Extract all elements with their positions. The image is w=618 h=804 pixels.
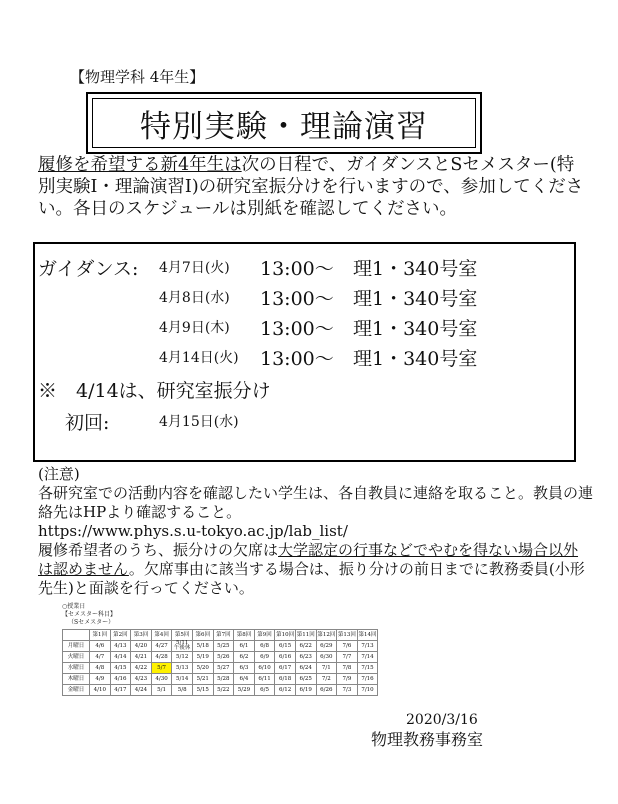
calendar-header-cell: 第2回 bbox=[110, 630, 131, 641]
calendar-cell: 6/23 bbox=[295, 652, 316, 663]
calendar-cell: 7/7 bbox=[337, 652, 358, 663]
calendar-cell: 5/14 bbox=[172, 674, 193, 685]
calendar-cell: 4/24 bbox=[131, 685, 152, 696]
calendar-cell: 7/15 bbox=[357, 663, 378, 674]
intro-text: 次の日程で、ガイダンスとSセメスター(特別実験Ⅰ・理論演習Ⅰ)の研究室振分けを行いますので、参加してください。各日のスケジュールは別紙を確認してください。 bbox=[38, 155, 584, 219]
calendar-cell: 7/16 bbox=[357, 674, 378, 685]
calendar-cell: 4/6 bbox=[90, 641, 111, 652]
calendar-cell: 4/22 bbox=[131, 663, 152, 674]
intro-paragraph bbox=[38, 154, 586, 220]
calendar-row bbox=[63, 652, 378, 663]
calendar-day-label: 火曜日 bbox=[63, 652, 90, 663]
first-session-label: 初回: bbox=[65, 412, 110, 434]
calendar-cell: 5/13 bbox=[172, 663, 193, 674]
calendar-cell: 7/6 bbox=[337, 641, 358, 652]
calendar-cell: 7/9 bbox=[337, 674, 358, 685]
issue-date: 2020/3/16 bbox=[406, 712, 478, 728]
calendar-cell: 6/1 bbox=[234, 641, 255, 652]
notes-text: 履修希望者のうち、振分けの欠席は bbox=[38, 541, 279, 559]
department-label: 【物理学科 4年生】 bbox=[70, 68, 205, 86]
calendar-cell: 5/26 bbox=[213, 652, 234, 663]
schedule-date: 4月7日(火) bbox=[159, 260, 230, 276]
calendar-cell: 5/28 bbox=[213, 674, 234, 685]
calendar-header-row bbox=[63, 630, 378, 641]
calendar-row bbox=[63, 641, 378, 652]
calendar-cell: 4/17 bbox=[110, 685, 131, 696]
schedule-time: 13:00～ bbox=[260, 258, 334, 280]
calendar-header-cell: 第10回 bbox=[275, 630, 296, 641]
calendar-row bbox=[63, 674, 378, 685]
calendar-cell: 5/15 bbox=[192, 685, 213, 696]
calendar-cell: 6/4 bbox=[234, 674, 255, 685]
calendar-header-cell: 第8回 bbox=[234, 630, 255, 641]
calendar-row bbox=[63, 685, 378, 696]
calendar-cell: 5/27 bbox=[213, 663, 234, 674]
calendar-header-cell: 第4回 bbox=[151, 630, 172, 641]
calendar-cell: 6/12 bbox=[275, 685, 296, 696]
calendar-cell: 4/9 bbox=[90, 674, 111, 685]
page-title: 特別実験・理論演習 bbox=[140, 108, 428, 145]
calendar-header-cell: 第5回 bbox=[172, 630, 193, 641]
calendar-cell: 5/21 bbox=[192, 674, 213, 685]
calendar-cell: 6/26 bbox=[316, 685, 337, 696]
schedule-date: 4月14日(火) bbox=[159, 350, 239, 366]
calendar-cell: 7/1 bbox=[316, 663, 337, 674]
calendar-cell: 6/24 bbox=[295, 663, 316, 674]
schedule-time: 13:00～ bbox=[260, 348, 334, 370]
split-note: ※ 4/14は、研究室振分け bbox=[38, 380, 271, 402]
calendar-day-label: 水曜日 bbox=[63, 663, 90, 674]
calendar-cell: 5/11 午後休 bbox=[172, 641, 193, 652]
calendar-cell: 6/8 bbox=[254, 641, 275, 652]
calendar-cell: 6/2 bbox=[234, 652, 255, 663]
calendar-cell: 4/14 bbox=[110, 652, 131, 663]
intro-underlined: 履修を希望する新4年生は bbox=[38, 155, 242, 175]
calendar-header-cell: 第1回 bbox=[90, 630, 111, 641]
calendar-header-cell: 第14回 bbox=[357, 630, 378, 641]
calendar-cell: 6/15 bbox=[275, 641, 296, 652]
calendar-cell: 5/20 bbox=[192, 663, 213, 674]
calendar-cell: 4/20 bbox=[131, 641, 152, 652]
calendar-cell: 4/30 bbox=[151, 674, 172, 685]
notes-heading: (注意) bbox=[38, 465, 80, 483]
calendar-cell: 4/28 bbox=[151, 652, 172, 663]
guidance-label: ガイダンス: bbox=[38, 258, 139, 280]
calendar-cell: 5/19 bbox=[192, 652, 213, 663]
notes-paragraph-2 bbox=[38, 541, 600, 598]
calendar-cell: 5/8 bbox=[172, 685, 193, 696]
schedule-room: 理1・340号室 bbox=[353, 348, 478, 370]
calendar-cell: 5/1 bbox=[151, 685, 172, 696]
schedule-box bbox=[33, 242, 576, 462]
schedule-date: 4月8日(水) bbox=[159, 290, 230, 306]
calendar-cell: 6/25 bbox=[295, 674, 316, 685]
schedule-room: 理1・340号室 bbox=[353, 258, 478, 280]
notes-section bbox=[38, 465, 600, 598]
calendar-cell: 5/29 bbox=[234, 685, 255, 696]
schedule-time: 13:00～ bbox=[260, 288, 334, 310]
calendar-cell: 4/27 bbox=[151, 641, 172, 652]
calendar-day-label: 木曜日 bbox=[63, 674, 90, 685]
calendar-cell: 6/30 bbox=[316, 652, 337, 663]
calendar-cell: 6/19 bbox=[295, 685, 316, 696]
calendar-cell: 7/10 bbox=[357, 685, 378, 696]
calendar-cell: 6/29 bbox=[316, 641, 337, 652]
calendar-cell: 6/9 bbox=[254, 652, 275, 663]
calendar-cell: 5/18 bbox=[192, 641, 213, 652]
calendar-cell: 5/7 bbox=[151, 663, 172, 674]
calendar-cell: 4/8 bbox=[90, 663, 111, 674]
calendar-cell: 6/11 bbox=[254, 674, 275, 685]
title-frame bbox=[86, 92, 482, 154]
calendar-cell: 7/2 bbox=[316, 674, 337, 685]
calendar-header-cell: 第7回 bbox=[213, 630, 234, 641]
calendar-cell: 4/15 bbox=[110, 663, 131, 674]
calendar-label: 【セメスター科目】 bbox=[62, 611, 117, 618]
calendar-day-label: 金曜日 bbox=[63, 685, 90, 696]
calendar-header-cell: 第13回 bbox=[337, 630, 358, 641]
calendar-header-cell: 第3回 bbox=[131, 630, 152, 641]
lab-list-link[interactable]: https://www.phys.s.u-tokyo.ac.jp/lab_list/ bbox=[38, 522, 348, 540]
calendar-header-cell bbox=[63, 630, 90, 641]
calendar-row bbox=[63, 663, 378, 674]
calendar-label: （Sセメスター） bbox=[68, 619, 115, 626]
notes-underlined: 大学認定の行事などでやむを得ない場合以外は認めません bbox=[38, 541, 579, 578]
calendar-cell: 7/8 bbox=[337, 663, 358, 674]
notes-text: 。欠席事由に該当する場合は、振り分けの前日までに教務委員(小形 先生)と面談を行ってください。 bbox=[38, 560, 600, 597]
schedule-room: 理1・340号室 bbox=[353, 288, 478, 310]
calendar-cell: 5/25 bbox=[213, 641, 234, 652]
calendar-table bbox=[62, 629, 378, 696]
calendar-cell: 6/18 bbox=[275, 674, 296, 685]
calendar-cell: 6/10 bbox=[254, 663, 275, 674]
title-inner-frame bbox=[92, 98, 476, 148]
calendar-cell: 7/14 bbox=[357, 652, 378, 663]
calendar-label: ○授業日 bbox=[62, 603, 86, 610]
calendar-cell: 6/22 bbox=[295, 641, 316, 652]
office-name: 物理教務事務室 bbox=[371, 730, 484, 749]
schedule-room: 理1・340号室 bbox=[353, 318, 478, 340]
calendar-cell: 4/16 bbox=[110, 674, 131, 685]
calendar-cell: 7/3 bbox=[337, 685, 358, 696]
calendar-cell: 6/5 bbox=[254, 685, 275, 696]
calendar-day-label: 月曜日 bbox=[63, 641, 90, 652]
schedule-date: 4月9日(木) bbox=[159, 320, 230, 336]
calendar-cell: 5/12 bbox=[172, 652, 193, 663]
calendar-cell: 6/3 bbox=[234, 663, 255, 674]
calendar-header-cell: 第9回 bbox=[254, 630, 275, 641]
calendar-header-cell: 第11回 bbox=[295, 630, 316, 641]
notes-paragraph-1: 各研究室での活動内容を確認したい学生は、各自教員に連絡を取ること。教員の連絡先はHPより確認すること。 bbox=[38, 484, 594, 521]
calendar-cell: 6/16 bbox=[275, 652, 296, 663]
calendar-cell: 5/22 bbox=[213, 685, 234, 696]
calendar-cell: 4/21 bbox=[131, 652, 152, 663]
schedule-time: 13:00～ bbox=[260, 318, 334, 340]
calendar-cell: 4/13 bbox=[110, 641, 131, 652]
calendar-cell: 4/7 bbox=[90, 652, 111, 663]
calendar-cell: 7/13 bbox=[357, 641, 378, 652]
calendar-header-cell: 第6回 bbox=[192, 630, 213, 641]
class-calendar bbox=[62, 603, 378, 696]
calendar-cell: 4/10 bbox=[90, 685, 111, 696]
calendar-cell: 4/23 bbox=[131, 674, 152, 685]
calendar-cell: 6/17 bbox=[275, 663, 296, 674]
calendar-header-cell: 第12回 bbox=[316, 630, 337, 641]
first-session-date: 4月15日(水) bbox=[159, 414, 239, 430]
